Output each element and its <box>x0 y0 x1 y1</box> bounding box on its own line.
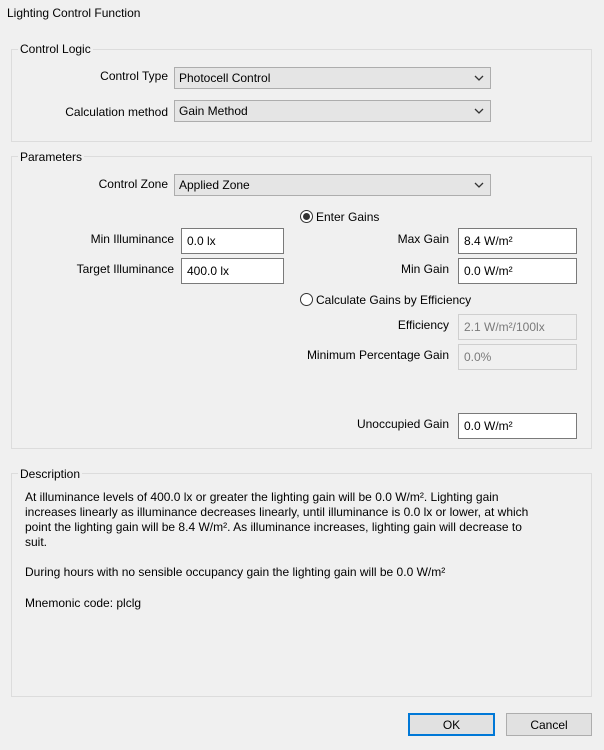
min-pct-gain-input[interactable]: 0.0% <box>458 344 577 370</box>
description-legend: Description <box>20 467 81 481</box>
unoccupied-gain-input[interactable]: 0.0 W/m² <box>458 413 577 439</box>
control-type-value: Photocell Control <box>179 71 271 85</box>
calc-method-label: Calculation method <box>65 105 168 119</box>
description-line-2: increases linearly as illuminance decreases linearly, until illuminance is 0.0 lx or lower, at which <box>25 505 529 519</box>
calc-efficiency-radio[interactable] <box>300 293 313 306</box>
description-line-1: At illuminance levels of 400.0 lx or greater the lighting gain will be 0.0 W/m². Lighting gain <box>25 490 499 504</box>
calc-method-value: Gain Method <box>179 104 248 118</box>
target-illuminance-input[interactable]: 400.0 lx <box>181 258 284 284</box>
min-pct-gain-label: Minimum Percentage Gain <box>306 348 449 362</box>
enter-gains-label: Enter Gains <box>316 210 380 224</box>
enter-gains-radio[interactable] <box>300 210 313 223</box>
window-title: Lighting Control Function <box>7 6 141 20</box>
control-zone-select[interactable] <box>174 174 491 196</box>
min-gain-label: Min Gain <box>400 262 449 276</box>
description-line-4: suit. <box>25 535 48 549</box>
chevron-down-icon <box>474 180 484 190</box>
parameters-legend: Parameters <box>20 150 83 164</box>
ok-button[interactable]: OK <box>408 713 495 736</box>
max-gain-label: Max Gain <box>397 232 449 246</box>
mnemonic-code: Mnemonic code: plclg <box>25 596 142 610</box>
chevron-down-icon <box>474 106 484 116</box>
control-logic-legend: Control Logic <box>20 42 91 56</box>
min-illuminance-label: Min Illuminance <box>90 232 174 246</box>
control-type-select[interactable] <box>174 67 491 89</box>
cancel-button[interactable]: Cancel <box>506 713 592 736</box>
radio-dot <box>303 213 310 220</box>
control-zone-label: Control Zone <box>98 177 168 191</box>
min-gain-input[interactable]: 0.0 W/m² <box>458 258 577 284</box>
calc-efficiency-label: Calculate Gains by Efficiency <box>316 293 472 307</box>
occupancy-note: During hours with no sensible occupancy gain the lighting gain will be 0.0 W/m² <box>25 565 446 579</box>
max-gain-input[interactable]: 8.4 W/m² <box>458 228 577 254</box>
control-zone-value: Applied Zone <box>179 178 250 192</box>
efficiency-input[interactable]: 2.1 W/m²/100lx <box>458 314 577 340</box>
description-line-3: point the lighting gain will be 8.4 W/m². As illuminance increases, lighting gain will decrease to <box>25 520 522 534</box>
control-logic-group <box>11 49 592 142</box>
target-illuminance-label: Target Illuminance <box>76 262 174 276</box>
efficiency-label: Efficiency <box>397 318 449 332</box>
control-type-label: Control Type <box>100 69 168 83</box>
min-illuminance-input[interactable]: 0.0 lx <box>181 228 284 254</box>
calc-method-select[interactable] <box>174 100 491 122</box>
chevron-down-icon <box>474 73 484 83</box>
unoccupied-gain-label: Unoccupied Gain <box>356 417 449 431</box>
